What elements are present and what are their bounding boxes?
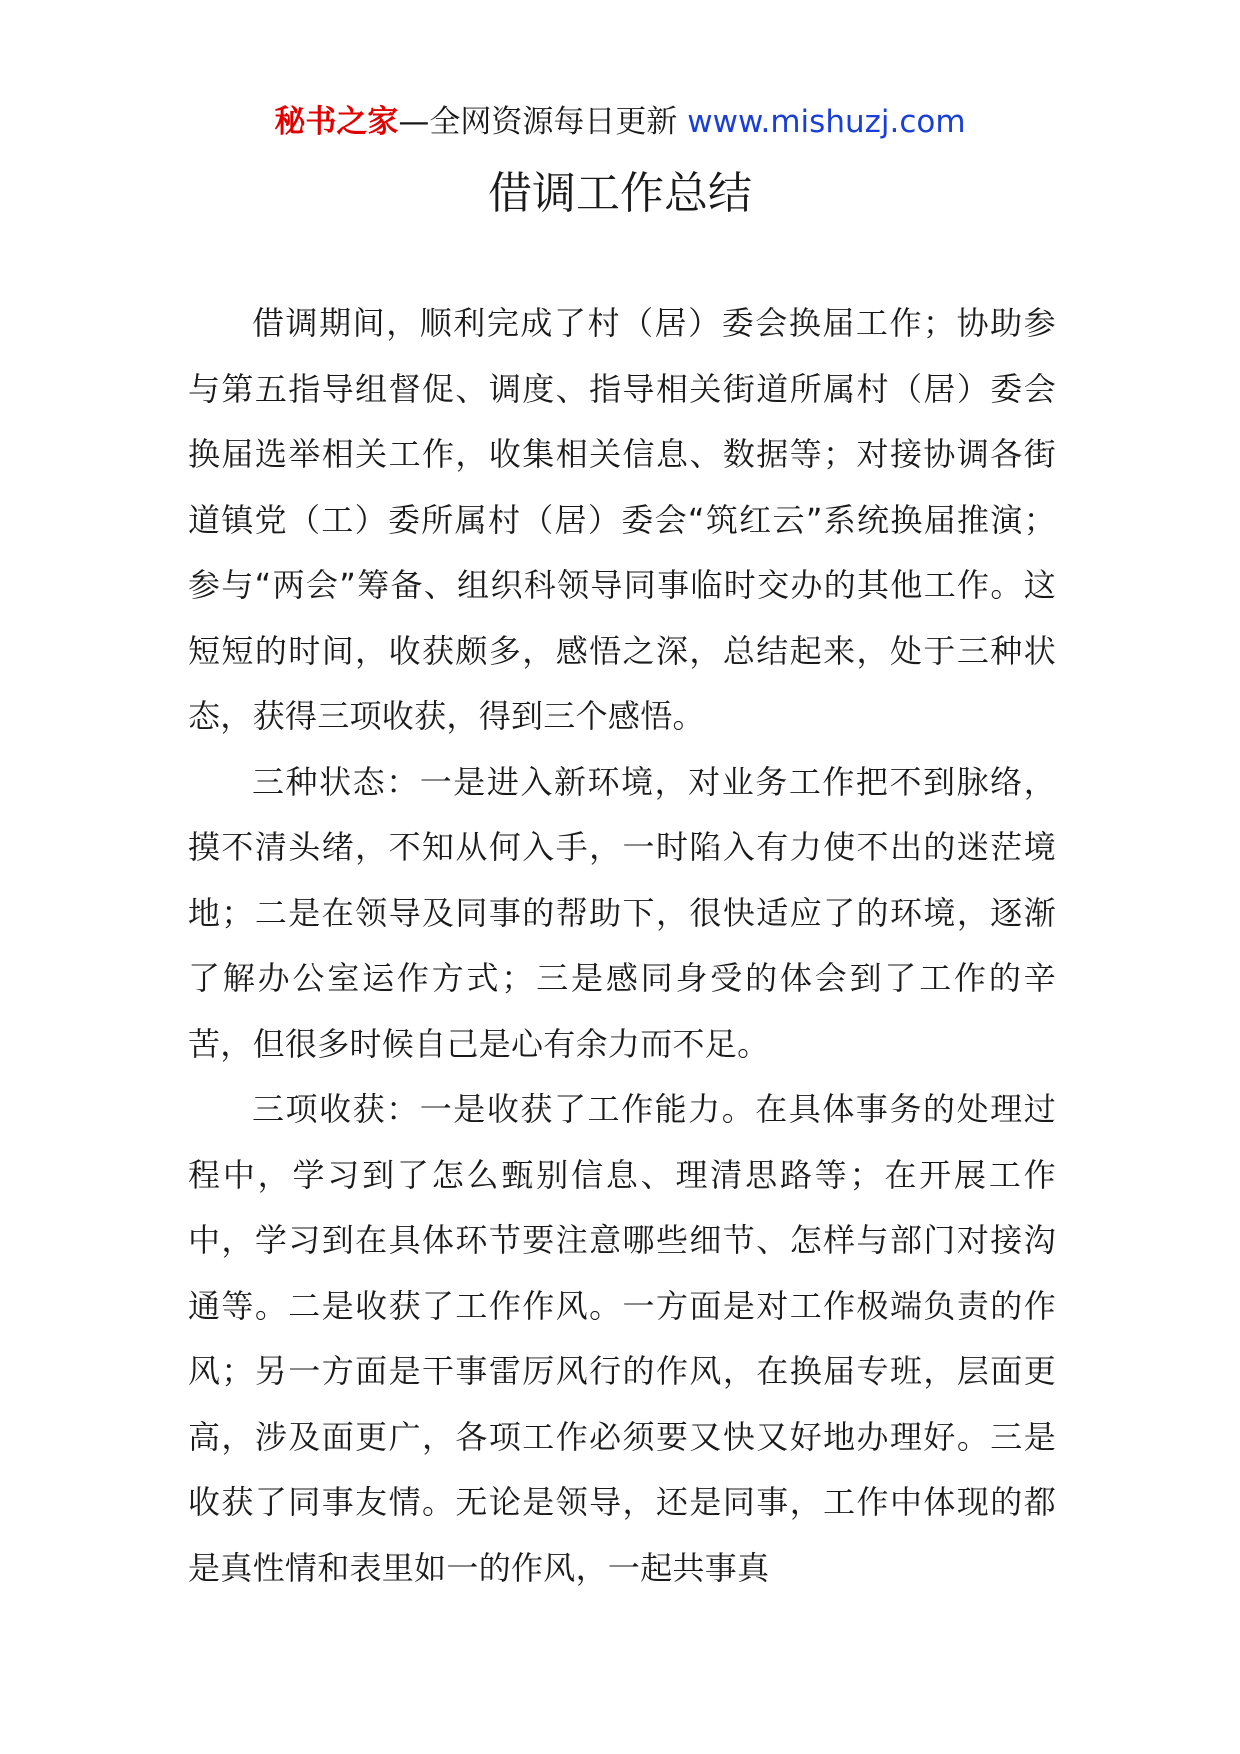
- brand-name: 秘书之家: [274, 104, 399, 140]
- document-body: [188, 291, 1056, 1601]
- site-header: [0, 100, 1240, 144]
- header-tagline: —全网资源每日更新: [398, 104, 688, 140]
- document-title: 借调工作总结: [488, 168, 752, 219]
- paragraph-three-gains: 三项收获：一是收获了工作能力。在具体事务的处理过程中，学习到了怎么甄别信息、理清思路等；在开展工作中，学习到在具体环节要注意哪些细节、怎样与部门对接沟通等。二是收获了工作作风。一方面是对工作极端负责的作风；另一方面是干事雷厉风行的作风，在换届专班，层面更高，涉及面更广，各项工作必须要又快又好地办理好。三是收获了同事友情。无论是领导，还是同事，工作中体现的都是真性情和表里如一的作风，一起共事真: [188, 1090, 1056, 1587]
- site-url-link[interactable]: www.mishuzj.com: [687, 104, 966, 140]
- paragraph-intro: 借调期间，顺利完成了村（居）委会换届工作；协助参与第五指导组督促、调度、指导相关街道所属村（居）委会换届选举相关工作，收集相关信息、数据等；对接协调各街道镇党（工）委所属村（居）委会“筑红云”系统换届推演；参与“两会”筹备、组织科领导同事临时交办的其他工作。这短短的时间，收获颇多，感悟之深，总结起来，处于三种状态，获得三项收获，得到三个感悟。: [188, 304, 1056, 735]
- paragraph-three-states: 三种状态：一是进入新环境，对业务工作把不到脉络，摸不清头绪，不知从何入手，一时陷入有力使不出的迷茫境地；二是在领导及同事的帮助下，很快适应了的环境，逐渐了解办公室运作方式；三是感同身受的体会到了工作的辛苦，但很多时候自己是心有余力而不足。: [188, 762, 1056, 1063]
